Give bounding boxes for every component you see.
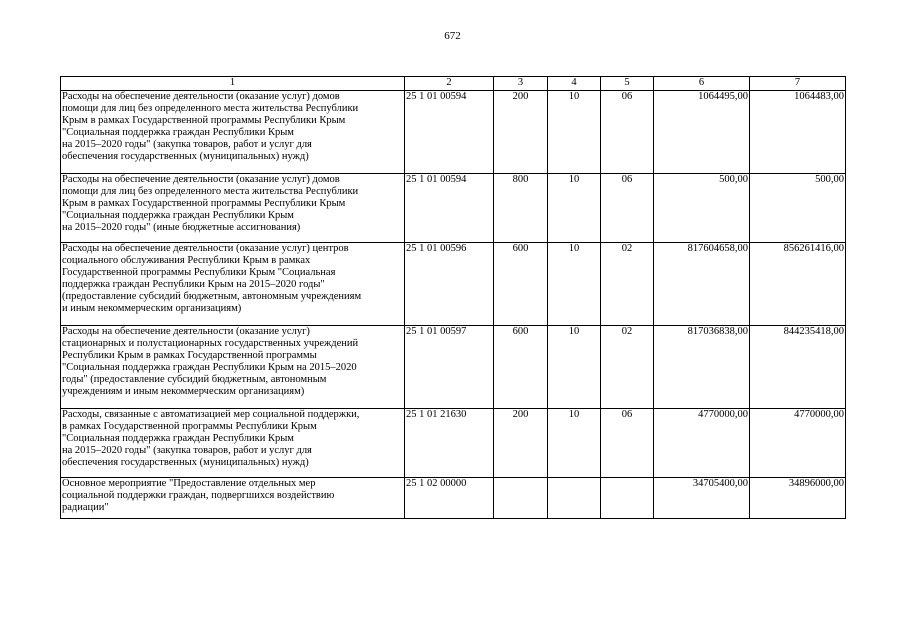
header-col-1: 1	[61, 77, 405, 91]
subsection: 02	[601, 243, 654, 326]
expense-name: Расходы, связанные с автоматизацией мер социальной поддержки, в рамках Государственной программы Республики Крым "Социальная поддержка граждан Республики Крым на 2015–2020 годы" (закупка товаров, работ и услуг для обеспечения государственных (муниципальных) нужд)	[61, 409, 405, 478]
table-row	[61, 326, 846, 409]
target-code: 25 1 01 00594	[405, 174, 494, 243]
sum-col-6: 34705400,00	[654, 478, 750, 519]
header-row	[61, 77, 846, 91]
sum-col-7: 1064483,00	[750, 91, 846, 174]
expense-type: 600	[494, 326, 548, 409]
subsection	[601, 478, 654, 519]
expense-type: 200	[494, 409, 548, 478]
section: 10	[548, 243, 601, 326]
table-row	[61, 478, 846, 519]
expense-name: Основное мероприятие "Предоставление отдельных мер социальной поддержки граждан, подвергшихся воздействию радиации"	[61, 478, 405, 519]
section: 10	[548, 174, 601, 243]
subsection: 06	[601, 91, 654, 174]
sum-col-7: 4770000,00	[750, 409, 846, 478]
expense-type	[494, 478, 548, 519]
expense-type: 800	[494, 174, 548, 243]
expense-name: Расходы на обеспечение деятельности (оказание услуг) домов помощи для лиц без определенного места жительства Республики Крым в рамках Государственной программы Республики Крым "Социальная поддержка граждан Республики Крым на 2015–2020 годы" (иные бюджетные ассигнования)	[61, 174, 405, 243]
subsection: 02	[601, 326, 654, 409]
sum-col-6: 817604658,00	[654, 243, 750, 326]
expense-type: 600	[494, 243, 548, 326]
header-col-4: 4	[548, 77, 601, 91]
budget-table	[60, 76, 846, 519]
target-code: 25 1 02 00000	[405, 478, 494, 519]
section: 10	[548, 91, 601, 174]
page-number: 672	[444, 30, 461, 42]
sum-col-6: 500,00	[654, 174, 750, 243]
table-row	[61, 174, 846, 243]
target-code: 25 1 01 00594	[405, 91, 494, 174]
section: 10	[548, 409, 601, 478]
table-row	[61, 409, 846, 478]
subsection: 06	[601, 409, 654, 478]
sum-col-6: 4770000,00	[654, 409, 750, 478]
expense-type: 200	[494, 91, 548, 174]
header-col-6: 6	[654, 77, 750, 91]
header-col-2: 2	[405, 77, 494, 91]
sum-col-7: 500,00	[750, 174, 846, 243]
target-code: 25 1 01 21630	[405, 409, 494, 478]
subsection: 06	[601, 174, 654, 243]
sum-col-7: 844235418,00	[750, 326, 846, 409]
expense-name: Расходы на обеспечение деятельности (оказание услуг) домов помощи для лиц без определенного места жительства Республики Крым в рамках Государственной программы Республики Крым "Социальная поддержка граждан Республики Крым на 2015–2020 годы" (закупка товаров, работ и услуг для обеспечения государственных (муниципальных) нужд)	[61, 91, 405, 174]
header-col-7: 7	[750, 77, 846, 91]
table-row	[61, 91, 846, 174]
section: 10	[548, 326, 601, 409]
expense-name: Расходы на обеспечение деятельности (оказание услуг) стационарных и полустационарных государственных учреждений Республики Крым в рамках Государственной программы "Социальная поддержка граждан Республики Крым на 2015–2020 годы" (предоставление субсидий бюджетным, автономным учреждениям и иным некоммерческим организациям)	[61, 326, 405, 409]
section	[548, 478, 601, 519]
header-col-3: 3	[494, 77, 548, 91]
table-row	[61, 243, 846, 326]
sum-col-6: 1064495,00	[654, 91, 750, 174]
sum-col-6: 817036838,00	[654, 326, 750, 409]
sum-col-7: 34896000,00	[750, 478, 846, 519]
header-col-5: 5	[601, 77, 654, 91]
target-code: 25 1 01 00596	[405, 243, 494, 326]
expense-name: Расходы на обеспечение деятельности (оказание услуг) центров социального обслуживания Республики Крым в рамках Государственной программы Республики Крым "Социальная поддержка граждан Республики Крым на 2015–2020 годы" (предоставление субсидий бюджетным, автономным учреждениям и иным некоммерческим организациям)	[61, 243, 405, 326]
sum-col-7: 856261416,00	[750, 243, 846, 326]
target-code: 25 1 01 00597	[405, 326, 494, 409]
